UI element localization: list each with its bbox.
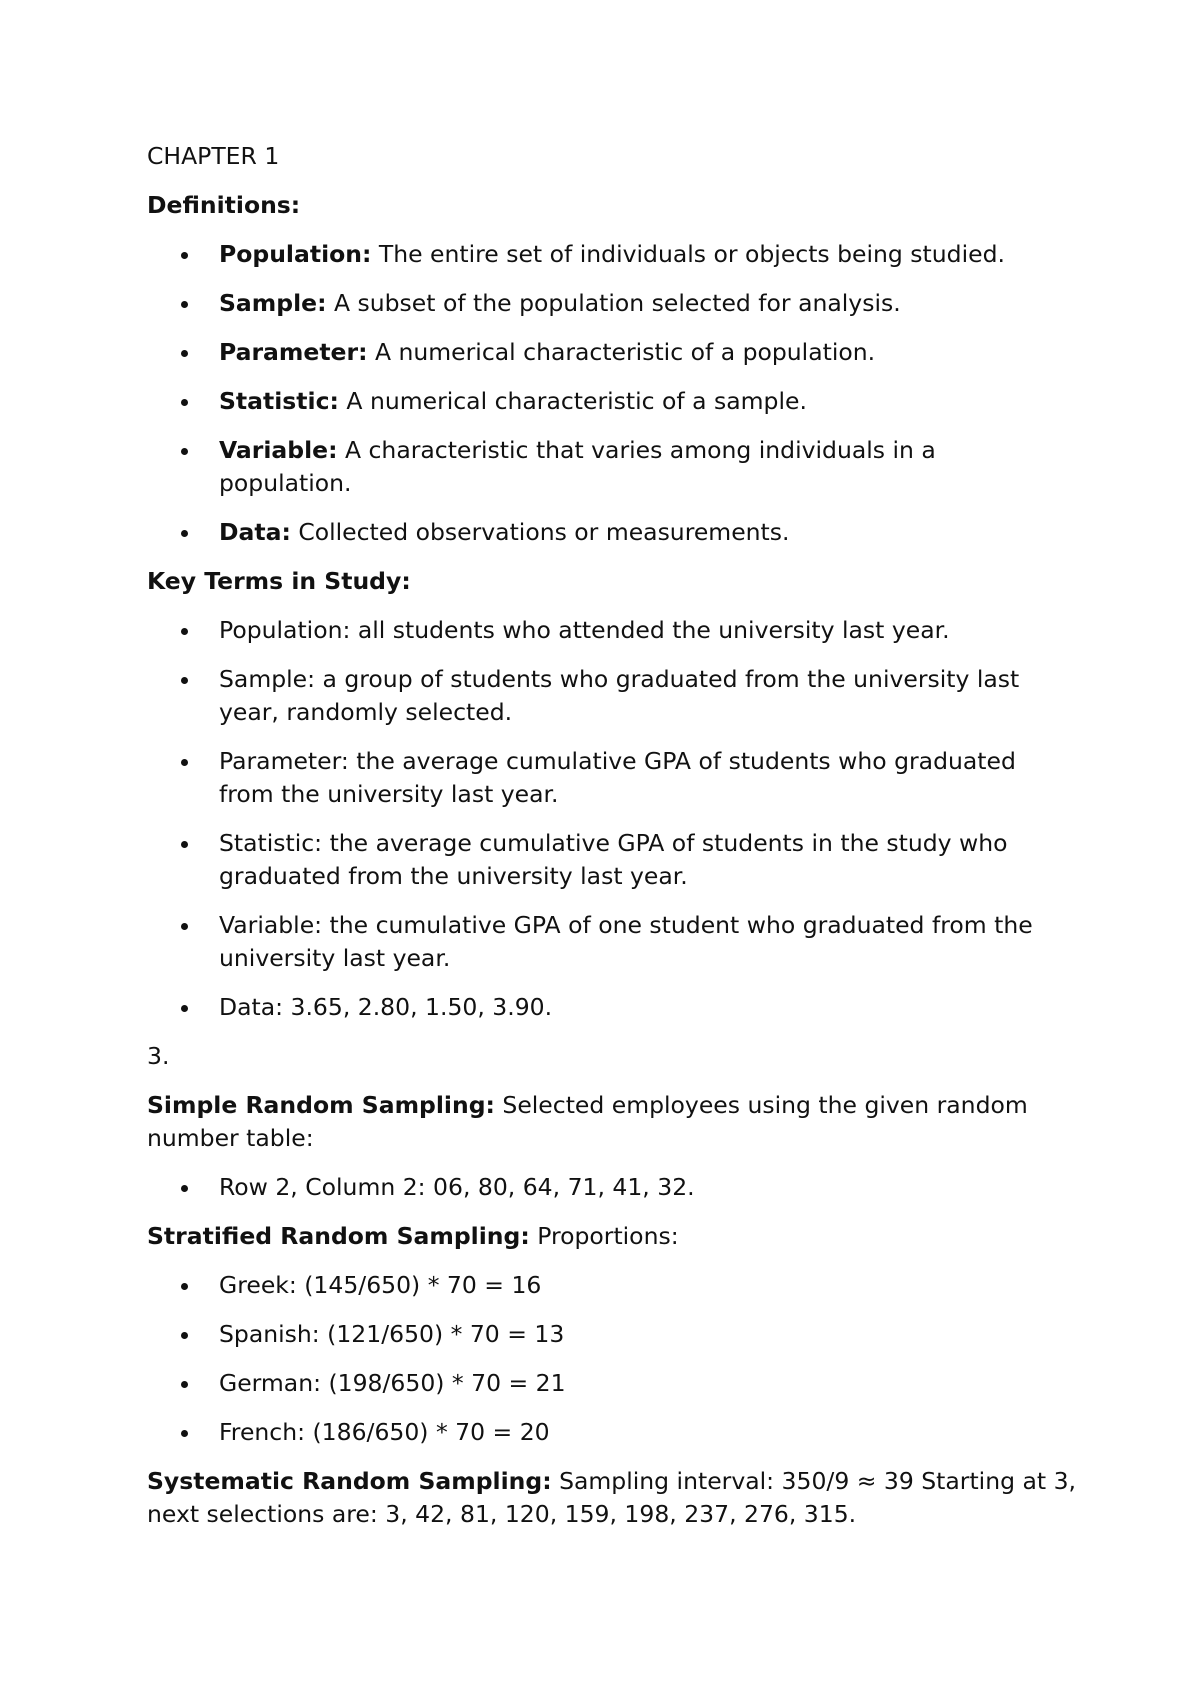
list-item <box>147 238 1054 271</box>
definition-term: Parameter: <box>219 338 368 366</box>
definition-text: A subset of the population selected for analysis. <box>326 289 901 317</box>
bullet-icon <box>181 841 188 848</box>
bullet-icon <box>181 923 188 930</box>
simple-random-paragraph <box>147 1089 1087 1155</box>
definition-term: Data: <box>219 518 291 546</box>
list-item <box>147 1318 1054 1351</box>
stratified-text: Proportions: <box>529 1222 679 1250</box>
list-item <box>147 385 1054 418</box>
key-terms-heading <box>147 565 1087 598</box>
list-item <box>147 1171 1054 1204</box>
bullet-icon <box>181 759 188 766</box>
bullet-icon <box>181 677 188 684</box>
stratified-item: Spanish: (121/650) * 70 = 13 <box>219 1320 565 1348</box>
definition-text: A numerical characteristic of a sample. <box>338 387 807 415</box>
bullet-icon <box>181 1332 188 1339</box>
list-item <box>147 614 1054 647</box>
stratified-term: Stratified Random Sampling: <box>147 1222 530 1250</box>
simple-random-list <box>147 1171 1087 1204</box>
definition-term: Population: <box>219 240 372 268</box>
stratified-paragraph <box>147 1220 1087 1253</box>
definition-text: Collected observations or measurements. <box>290 518 790 546</box>
chapter-title: CHAPTER 1 <box>147 142 280 170</box>
list-item <box>147 336 1054 369</box>
definitions-list <box>147 238 1087 549</box>
definition-term: Sample: <box>219 289 327 317</box>
bullet-icon <box>181 448 188 455</box>
document-page <box>147 140 1087 1547</box>
stratified-item: Greek: (145/650) * 70 = 16 <box>219 1271 542 1299</box>
bullet-icon <box>181 1381 188 1388</box>
bullet-icon <box>181 350 188 357</box>
list-item <box>147 909 1054 975</box>
list-item <box>147 434 1054 500</box>
bullet-icon <box>181 252 188 259</box>
definition-term: Variable: <box>219 436 338 464</box>
list-item <box>147 1416 1054 1449</box>
key-term-text: Data: 3.65, 2.80, 1.50, 3.90. <box>219 993 553 1021</box>
list-item <box>147 287 1054 320</box>
key-term-text: Parameter: the average cumulative GPA of students who graduated from the university last year. <box>219 747 1016 808</box>
list-item <box>147 827 1054 893</box>
key-term-text: Variable: the cumulative GPA of one student who graduated from the university last year. <box>219 911 1033 972</box>
definitions-heading <box>147 189 1087 222</box>
bullet-icon <box>181 1005 188 1012</box>
definition-text: A numerical characteristic of a population. <box>367 338 876 366</box>
list-item <box>147 516 1054 549</box>
systematic-paragraph <box>147 1465 1087 1531</box>
definition-term: Statistic: <box>219 387 339 415</box>
list-item <box>147 1269 1054 1302</box>
list-item <box>147 1367 1054 1400</box>
stratified-item: French: (186/650) * 70 = 20 <box>219 1418 550 1446</box>
bullet-icon <box>181 530 188 537</box>
bullet-icon <box>181 1283 188 1290</box>
definitions-heading-text: Definitions: <box>147 191 301 219</box>
list-item <box>147 991 1054 1024</box>
definition-text: The entire set of individuals or objects being studied. <box>371 240 1005 268</box>
bullet-icon <box>181 1430 188 1437</box>
bullet-icon <box>181 301 188 308</box>
key-term-text: Population: all students who attended the university last year. <box>219 616 950 644</box>
list-item <box>147 663 1054 729</box>
section-number: 3. <box>147 1042 170 1070</box>
simple-random-item: Row 2, Column 2: 06, 80, 64, 71, 41, 32. <box>219 1173 695 1201</box>
bullet-icon <box>181 1185 188 1192</box>
systematic-term: Systematic Random Sampling: <box>147 1467 552 1495</box>
stratified-item: German: (198/650) * 70 = 21 <box>219 1369 566 1397</box>
simple-random-text: Selected employees using the given random number table: <box>147 1091 1028 1152</box>
key-terms-heading-text: Key Terms in Study: <box>147 567 411 595</box>
systematic-text: Sampling interval: 350/9 ≈ 39 Starting at 3, next selections are: 3, 42, 81, 120, 159, 198, 237, 276, 315. <box>147 1467 1076 1528</box>
stratified-list <box>147 1269 1087 1449</box>
key-terms-list <box>147 614 1087 1024</box>
simple-random-term: Simple Random Sampling: <box>147 1091 495 1119</box>
key-term-text: Statistic: the average cumulative GPA of students in the study who graduated from the university last year. <box>219 829 1008 890</box>
bullet-icon <box>181 628 188 635</box>
definition-text: A characteristic that varies among individuals in a population. <box>219 436 936 497</box>
list-item <box>147 745 1054 811</box>
bullet-icon <box>181 399 188 406</box>
key-term-text: Sample: a group of students who graduated from the university last year, randomly selected. <box>219 665 1020 726</box>
